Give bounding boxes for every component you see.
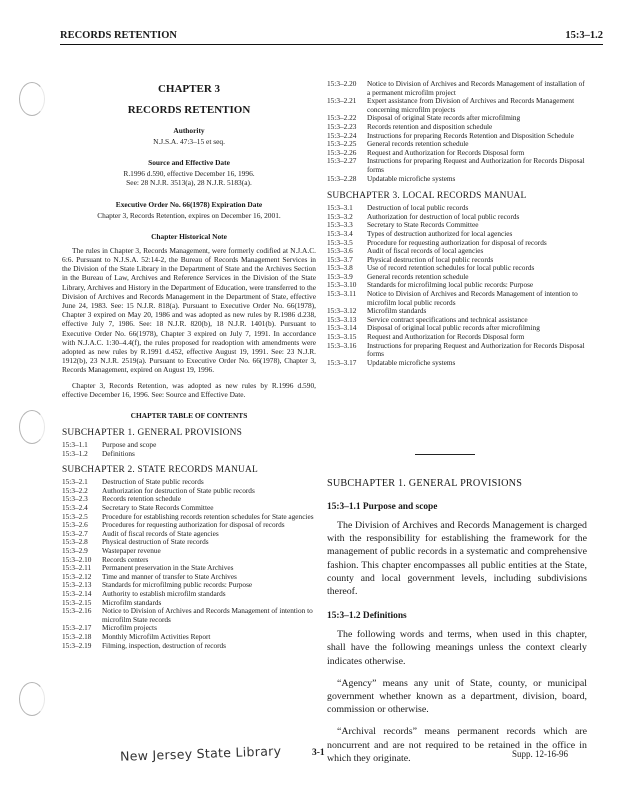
toc-entry-title: Destruction of State public records — [102, 477, 204, 487]
toc-entry — [327, 359, 587, 368]
toc-entry-number: 15:3–2.2 — [62, 485, 88, 495]
toc-entry-number: 15:3–2.1 — [62, 477, 88, 487]
toc-entry-number: 15:3–2.21 — [327, 96, 357, 106]
historical-note-heading: Chapter Historical Note — [151, 231, 227, 241]
body-paragraph: “Archival records” means permanent records which are noncurrent and are not required to be retained in the office in which they originate. — [327, 726, 587, 764]
toc-subchapter-title: SUBCHAPTER 2. STATE RECORDS MANUAL — [62, 465, 258, 476]
toc-entry-title: Instructions for preparing Records Retention and Disposition Schedule — [367, 130, 574, 140]
body-paragraph: “Agency” means any unit of State, county, or municipal government whether known as a department, division, board, commission or otherwise. — [327, 677, 587, 716]
toc-entry — [62, 607, 316, 624]
toc-entry-number: 15:3–2.23 — [327, 121, 357, 131]
toc-entry-title: Time and manner of transfer to State Archives — [102, 571, 237, 581]
toc-entry-number: 15:3–2.28 — [327, 173, 357, 183]
toc-entry-number: 15:3–2.12 — [62, 571, 92, 581]
toc-entry-number: 15:3–2.16 — [62, 606, 92, 616]
section-divider — [415, 454, 475, 455]
toc-entry-title: Physical destruction of State records — [102, 537, 209, 547]
toc-entry-number: 15:3–3.10 — [327, 280, 357, 290]
toc-entry-title: Filming, inspection, destruction of records — [102, 640, 227, 650]
left-column — [62, 78, 316, 650]
toc-entry-title: Authority to establish microfilm standards — [102, 588, 226, 598]
toc-entry-title: Disposal of original State records after microfilming — [367, 113, 521, 123]
toc-entry-number: 15:3–2.6 — [62, 520, 88, 530]
toc-entry-number: 15:3–3.17 — [327, 357, 357, 367]
toc-entry-number: 15:3–2.17 — [62, 623, 92, 633]
toc-entry-number: 15:3–3.4 — [327, 228, 353, 238]
toc-entry-number: 15:3–3.2 — [327, 211, 353, 221]
toc-entry — [62, 590, 316, 599]
toc-entry-number: 15:3–2.18 — [62, 631, 92, 641]
toc-subchapter-3-list — [327, 204, 587, 367]
toc-entry-title: Microfilm standards — [367, 306, 427, 316]
toc-entry-title: Permanent preservation in the State Archives — [102, 563, 234, 573]
source-line: R.1996 d.590, effective December 16, 1996. — [123, 169, 255, 179]
toc-entry-title: Records centers — [102, 554, 149, 564]
toc-entry — [62, 450, 316, 459]
toc-entry-title: General records retention schedule — [367, 139, 469, 149]
source-line: See: 28 N.J.R. 3513(a), 28 N.J.R. 5183(a). — [126, 178, 252, 188]
toc-entry-number: 15:3–2.20 — [327, 79, 357, 88]
toc-entry-title: Destruction of local public records — [367, 203, 469, 213]
binder-hole — [19, 410, 45, 444]
toc-entry-title: Authorization for destruction of local public records — [367, 211, 520, 221]
toc-entry-number: 15:3–1.1 — [62, 440, 88, 450]
toc-entry-number: 15:3–2.4 — [62, 503, 88, 513]
toc-entry-title: Procedure for requesting authorization for disposal of records — [367, 237, 547, 247]
right-column — [327, 80, 587, 367]
toc-entry-number: 15:3–3.15 — [327, 332, 357, 342]
toc-entry-number: 15:3–2.25 — [327, 139, 357, 149]
toc-entry-title: Records retention schedule — [102, 494, 182, 504]
body-paragraph: The following words and terms, when used in this chapter, shall have the following meanings unless the context clearly indicates otherwise. — [327, 629, 587, 667]
toc-entry-number: 15:3–2.9 — [62, 546, 88, 555]
toc-entry-title: Audit of fiscal records of State agencies — [102, 528, 219, 538]
toc-entry-number: 15:3–3.14 — [327, 323, 357, 333]
toc-heading: CHAPTER TABLE OF CONTENTS — [130, 411, 248, 421]
toc-entry — [327, 157, 587, 174]
authority-heading: Authority — [173, 126, 205, 135]
toc-entry-number: 15:3–3.11 — [327, 289, 357, 299]
toc-entry-number: 15:3–2.26 — [327, 147, 357, 157]
library-stamp: New Jersey State Library — [119, 743, 282, 764]
toc-entry-title: General records retention schedule — [367, 271, 469, 281]
body-text-column — [327, 478, 587, 765]
toc-entry — [327, 175, 587, 184]
toc-subchapter-1-list — [62, 441, 316, 458]
toc-entry-number: 15:3–2.13 — [62, 580, 92, 590]
toc-entry — [62, 441, 316, 450]
toc-entry-title: Secretary to State Records Committee — [367, 220, 479, 230]
toc-entry-number: 15:3–2.15 — [62, 597, 92, 607]
toc-entry — [62, 547, 316, 556]
toc-subchapter-2-list — [62, 478, 316, 650]
toc-entry-number: 15:3–3.16 — [327, 340, 357, 350]
chapter-number: CHAPTER 3 — [157, 83, 221, 95]
toc-entry-title: Types of destruction authorized for local agencies — [367, 228, 513, 238]
toc-entry-number: 15:3–2.8 — [62, 537, 88, 547]
binder-hole — [19, 682, 45, 716]
toc-entry-title: Wastepaper revenue — [102, 546, 161, 555]
toc-entry-number: 15:3–2.24 — [327, 130, 357, 140]
toc-entry-title: Disposal of original local public records after microfilming — [367, 323, 540, 333]
toc-entry-number: 15:3–2.5 — [62, 511, 88, 521]
historical-note-paragraph: Chapter 3, Records Retention, was adopted as new rules by R.1996 d.590, effective December 16, 1996. See: Source and Effective Date. — [62, 380, 316, 399]
toc-entry-title: Procedure for establishing records retention schedules for State agencies — [102, 511, 314, 521]
toc-entry — [62, 538, 316, 547]
header-title: RECORDS RETENTION — [60, 30, 177, 41]
toc-entry — [327, 342, 587, 359]
toc-entry-title: Audit of fiscal records of local agencies — [367, 246, 484, 256]
page-number: 3-1 — [312, 748, 325, 758]
executive-order-text: Chapter 3, Records Retention, expires on December 16, 2001. — [97, 210, 281, 220]
toc-entry-title: Expert assistance from Division of Archives and Records Management concerning microfilm projects — [367, 96, 575, 114]
toc-subchapter-title: SUBCHAPTER 3. LOCAL RECORDS MANUAL — [327, 191, 527, 202]
source-heading: Source and Effective Date — [148, 158, 230, 168]
toc-entry-title: Request and Authorization for Records Disposal form — [367, 147, 525, 157]
toc-entry-title: Definitions — [102, 448, 135, 458]
running-header — [60, 28, 603, 45]
binder-hole — [19, 82, 45, 116]
toc-entry-title: Standards for microfilming local public records: Purpose — [367, 280, 534, 290]
toc-entry-title: Service contract specifications and technical assistance — [367, 314, 528, 324]
toc-entry-title: Updatable microfiche systems — [367, 357, 456, 367]
toc-entry-title: Standards for microfilming public records: Purpose — [102, 580, 253, 590]
toc-entry-title: Notice to Division of Archives and Records Management of intention to microfilm State records — [102, 606, 313, 624]
toc-entry-number: 15:3–2.14 — [62, 588, 92, 598]
toc-entry-number: 15:3–2.7 — [62, 528, 88, 538]
header-section-number: 15:3–1.2 — [565, 30, 603, 41]
toc-entry — [62, 487, 316, 496]
toc-entry-number: 15:3–3.7 — [327, 254, 353, 264]
toc-entry-title: Notice to Division of Archives and Records Management of installation of a permanent microfilm project — [367, 79, 585, 97]
toc-entry-title: Authorization for destruction of State public records — [102, 485, 255, 495]
section-heading: 15:3–1.2 Definitions — [327, 611, 407, 622]
toc-entry-title: Use of record retention schedules for local public records — [367, 263, 535, 273]
subchapter-heading: SUBCHAPTER 1. GENERAL PROVISIONS — [327, 478, 523, 489]
toc-entry-number: 15:3–2.10 — [62, 554, 92, 564]
toc-entry-title: Instructions for preparing Request and Authorization for Records Disposal forms — [367, 156, 585, 174]
toc-entry-title: Physical destruction of local public records — [367, 254, 494, 264]
executive-order-heading: Executive Order No. 66(1978) Expiration Date — [115, 199, 263, 209]
toc-entry-number: 15:3–2.3 — [62, 494, 88, 504]
authority-text: N.J.S.A. 47:3–15 et seq. — [153, 137, 225, 146]
historical-note-paragraph: The rules in Chapter 3, Records Management, were formerly codified at N.J.A.C. 6:6. Pursuant to N.J.S.A. 52:14-2, the Bureau of Records Management Services in the Division of the State Library in the Department of State and the Archives Section in the Bureau of Law, Archives and Reference Services in the Division of the State Library, Archives and History in the Department of Education, were transferred to the Division of Archives and Records Management in the Department of State, effective June 24, 1983. See: 15 N.J.R. 818(a). Pursuant to Executive Order No. 66(1978), Chapter 3 expired on May 20, 1986 and was adopted as new rules by R.1986 d.238, effective July 7, 1986. See: 18 N.J.R. 820(b), 18 N.J.R. 1401(b). Pursuant to Executive Order No. 66(1978), Chapter 3 expired on July 7, 1991. In accordance with N.J.A.C. 1:30–4.4(f), the rules proposed for readoption with amendments were adopted as new rules by R.1991 d.452, effective August 19, 1991. See: 23 N.J.R. 1912(b), 23 N.J.R. 2519(a). Pursuant to Executive Order No. 66(1978), Chapter 3, Records Management, expired on August 19, 1996. — [62, 245, 316, 375]
toc-entry-title: Updatable microfiche systems — [367, 173, 456, 183]
toc-entry-number: 15:3–1.2 — [62, 448, 88, 458]
section-heading: 15:3–1.1 Purpose and scope — [327, 502, 438, 512]
toc-entry-title: Records retention and disposition schedule — [367, 121, 493, 131]
toc-entry-number: 15:3–2.27 — [327, 156, 357, 166]
toc-entry-title: Microfilm standards — [102, 597, 162, 607]
toc-entry-title: Microfilm projects — [102, 623, 157, 633]
body-paragraph: The Division of Archives and Records Management is charged with the responsibility for establishing the framework for the management of public records in a systematic and comprehensive fashion. This chapter encompasses all public entities at the State, county and local government levels, including subdivisions thereof. — [327, 520, 587, 598]
toc-entry-title: Monthly Microfilm Activities Report — [102, 631, 211, 641]
toc-entry-number: 15:3–3.9 — [327, 271, 353, 281]
toc-entry-title: Request and Authorization for Records Disposal form — [367, 332, 525, 342]
chapter-title: RECORDS RETENTION — [127, 104, 251, 116]
toc-entry-number: 15:3–3.8 — [327, 263, 353, 273]
toc-entry — [327, 290, 587, 307]
toc-entry-title: Notice to Division of Archives and Records Management of intention to microfilm local public records — [367, 289, 578, 307]
toc-entry-number: 15:3–2.11 — [62, 563, 92, 573]
toc-entry-number: 15:3–2.19 — [62, 640, 92, 650]
toc-entry-number: 15:3–3.6 — [327, 246, 353, 256]
supplement-date: Supp. 12-16-96 — [512, 749, 568, 759]
toc-entry-number: 15:3–3.5 — [327, 237, 353, 247]
toc-entry-number: 15:3–3.1 — [327, 203, 353, 213]
toc-entry-number: 15:3–3.12 — [327, 306, 357, 316]
toc-entry-number: 15:3–2.22 — [327, 113, 357, 123]
toc-entry — [327, 80, 587, 97]
toc-entry — [62, 642, 316, 651]
toc-subchapter-title: SUBCHAPTER 1. GENERAL PROVISIONS — [62, 428, 243, 439]
toc-entry-title: Procedures for requesting authorization for disposal of records — [102, 520, 285, 530]
toc-entry-title: Secretary to State Records Committee — [102, 503, 214, 513]
toc-entry-title: Instructions for preparing Request and Authorization for Records Disposal forms — [367, 340, 585, 359]
toc-entry-title: Purpose and scope — [102, 440, 157, 450]
toc-entry-number: 15:3–3.3 — [327, 220, 353, 230]
toc-entry — [327, 97, 587, 114]
toc-entry-number: 15:3–3.13 — [327, 314, 357, 324]
toc-subchapter-2-continued — [327, 80, 587, 183]
